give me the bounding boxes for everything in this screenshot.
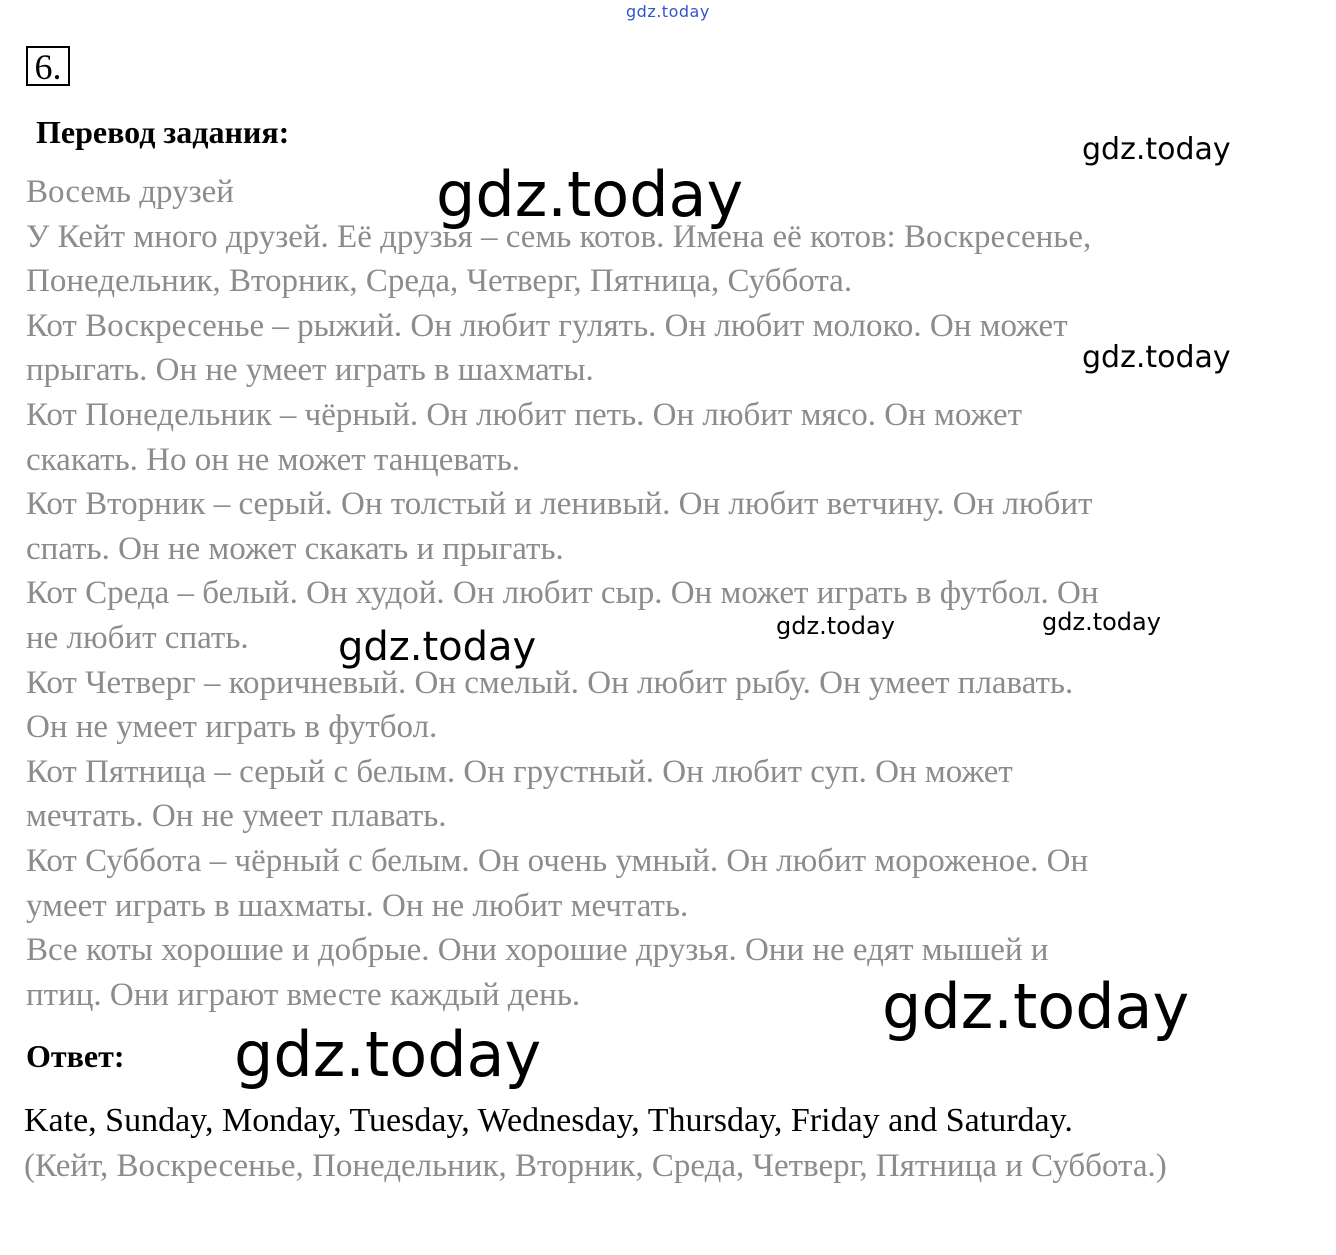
translation-line: Кот Среда – белый. Он худой. Он любит сыр. Он может играть в футбол. Он <box>26 575 1099 612</box>
answer-title: Ответ: <box>26 1038 125 1074</box>
watermark: gdz.today <box>1042 608 1161 636</box>
top-watermark: gdz.today <box>626 2 710 21</box>
translation-line: Понедельник, Вторник, Среда, Четверг, Пятница, Суббота. <box>26 263 853 300</box>
translation-line: прыгать. Он не умеет играть в шахматы. <box>26 352 594 389</box>
watermark: gdz.today <box>1082 340 1231 375</box>
translation-line: Все коты хорошие и добрые. Они хорошие друзья. Они не едят мышей и <box>26 932 1049 969</box>
watermark: gdz.today <box>882 970 1190 1043</box>
watermark: gdz.today <box>234 1018 542 1091</box>
watermark: gdz.today <box>436 158 744 231</box>
task-number-box: 6. <box>26 46 70 86</box>
translation-line: спать. Он не может скакать и прыгать. <box>26 530 564 567</box>
translation-text <box>26 170 1316 1017</box>
section-title: Перевод задания: <box>36 114 290 150</box>
translation-line: не любит спать. <box>26 619 249 656</box>
translation-line: Восемь друзей <box>26 174 234 210</box>
translation-line: У Кейт много друзей. Её друзья – семь котов. Имена её котов: Воскресенье, <box>26 218 1092 255</box>
answer-russian: (Кейт, Воскресенье, Понедельник, Вторник, Среда, Четверг, Пятница и Суббота.) <box>24 1148 1167 1184</box>
translation-line: Кот Воскресенье – рыжий. Он любит гулять. Он любит молоко. Он может <box>26 307 1068 344</box>
translation-line: Кот Четверг – коричневый. Он смелый. Он любит рыбу. Он умеет плавать. <box>26 664 1074 701</box>
translation-line: Кот Понедельник – чёрный. Он любит петь. Он любит мясо. Он может <box>26 396 1023 433</box>
watermark: gdz.today <box>776 612 895 640</box>
answer-english: Kate, Sunday, Monday, Tuesday, Wednesday, Thursday, Friday and Saturday. <box>24 1102 1073 1139</box>
translation-line: птиц. Они играют вместе каждый день. <box>26 976 581 1013</box>
translation-line: скакать. Но он не может танцевать. <box>26 441 521 478</box>
watermark: gdz.today <box>1082 132 1231 167</box>
translation-line: Кот Пятница – серый с белым. Он грустный. Он любит суп. Он может <box>26 753 1013 790</box>
translation-line: Кот Вторник – серый. Он толстый и ленивый. Он любит ветчину. Он любит <box>26 486 1093 523</box>
translation-line: Кот Суббота – чёрный с белым. Он очень умный. Он любит мороженое. Он <box>26 842 1089 879</box>
translation-line: Он не умеет играть в футбол. <box>26 709 438 746</box>
translation-line: мечтать. Он не умеет плавать. <box>26 798 447 835</box>
watermark: gdz.today <box>338 624 537 670</box>
translation-line: умеет играть в шахматы. Он не любит мечтать. <box>26 887 689 924</box>
